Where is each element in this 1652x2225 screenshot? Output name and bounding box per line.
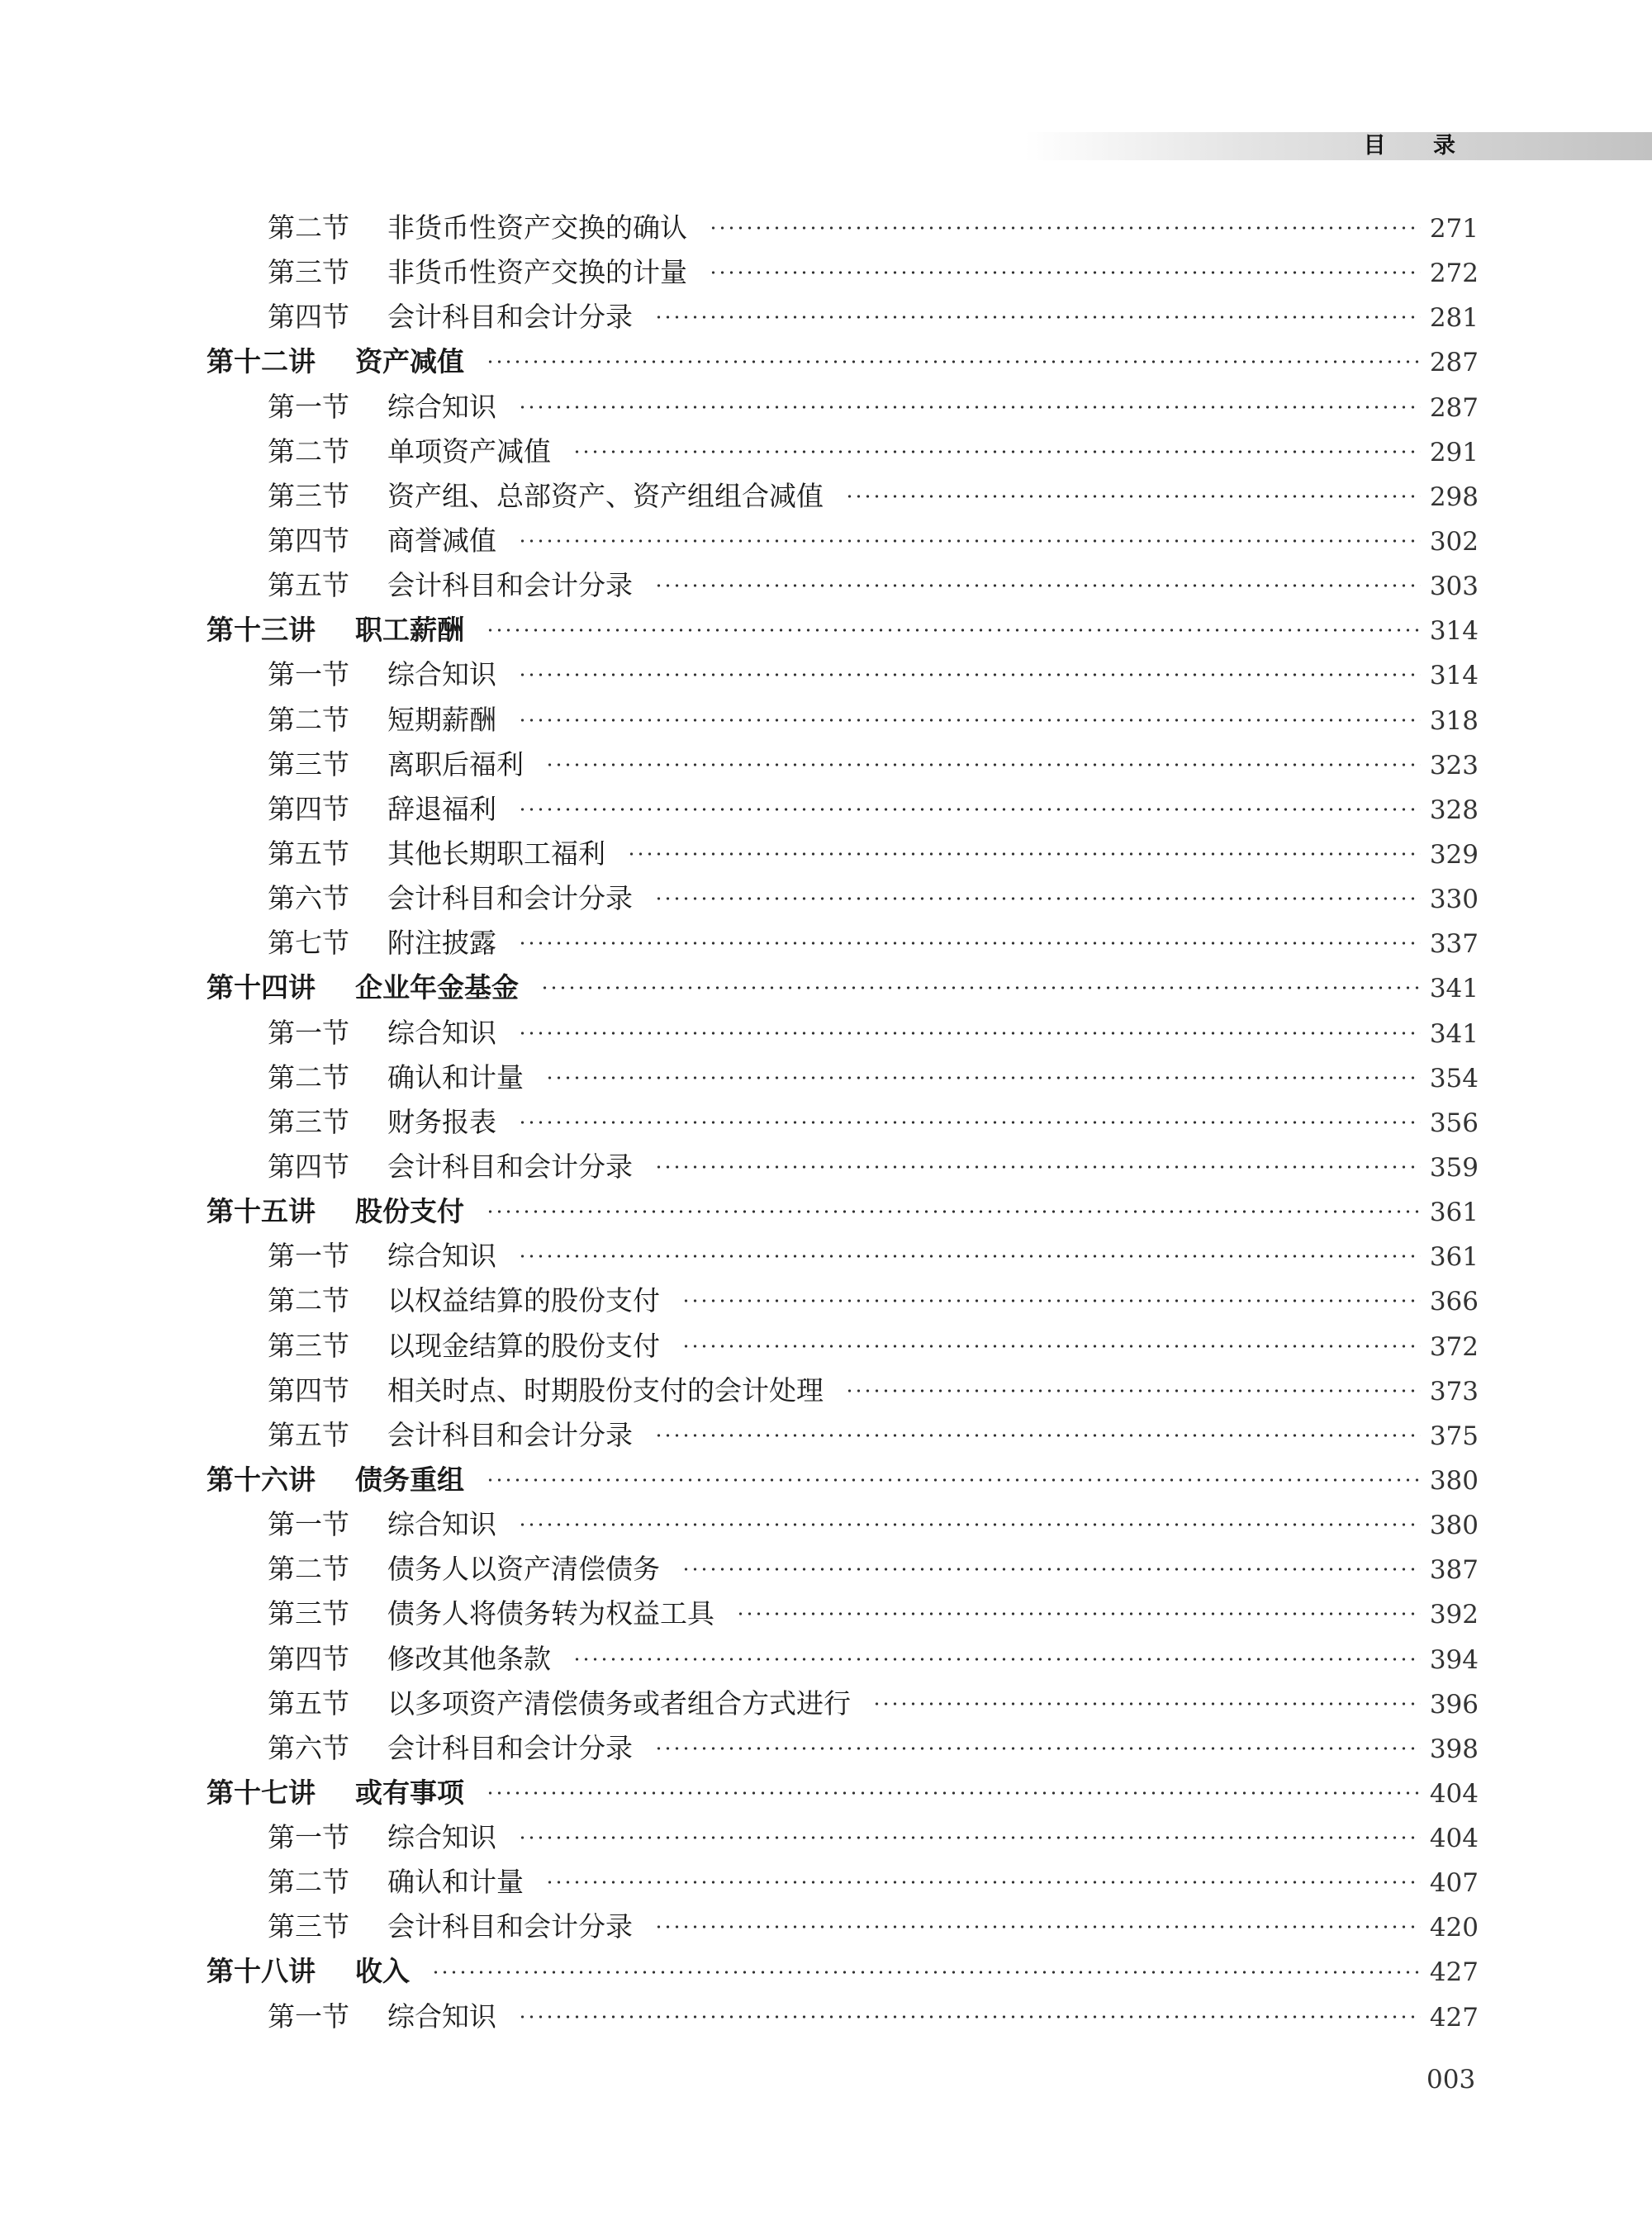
toc-entry-number: 第七节 [268, 927, 349, 960]
toc-section-row[interactable] [206, 250, 1479, 295]
toc-entry-page: 303 [1429, 572, 1479, 602]
toc-entry-number: 第一节 [268, 1240, 349, 1273]
toc-entry-page: 359 [1429, 1152, 1479, 1183]
toc-entry-number: 第三节 [268, 1910, 349, 1943]
toc-lecture-row[interactable] [206, 608, 1479, 652]
toc-dot-leader [872, 1701, 1421, 1706]
toc-section-row[interactable] [206, 1279, 1479, 1323]
toc-entry-title: 或有事项 [355, 1776, 464, 1809]
toc-entry-title: 债务人以资产清偿债务 [387, 1553, 660, 1586]
toc-entry-title: 综合知识 [387, 658, 496, 691]
toc-entry-number: 第十四讲 [206, 971, 316, 1004]
toc-entry-page: 361 [1429, 1242, 1479, 1273]
toc-lecture-row[interactable] [206, 1949, 1479, 1994]
header-title: 目 录 [1363, 133, 1475, 159]
toc-dot-leader [518, 1835, 1421, 1840]
toc-entry-page: 314 [1429, 616, 1479, 647]
toc-entry-page: 271 [1429, 214, 1479, 244]
toc-entry-title: 财务报表 [387, 1105, 496, 1138]
toc-entry-number: 第四节 [268, 524, 349, 557]
toc-dot-leader [654, 315, 1421, 320]
toc-entry-number: 第五节 [268, 837, 349, 870]
toc-entry-page: 398 [1429, 1734, 1479, 1764]
toc-entry-number: 第一节 [268, 390, 349, 423]
toc-entry-number: 第三节 [268, 479, 349, 512]
toc-entry-title: 综合知识 [387, 2000, 496, 2033]
toc-entry-title: 综合知识 [387, 1016, 496, 1049]
toc-entry-title: 股份支付 [355, 1195, 464, 1228]
toc-entry-title: 相关时点、时期股份支付的会计处理 [387, 1373, 824, 1407]
toc-entry-page: 287 [1429, 392, 1479, 423]
toc-section-row[interactable] [206, 1369, 1479, 1413]
toc-dot-leader [518, 1120, 1421, 1125]
toc-dot-leader [654, 1924, 1421, 1929]
toc-entry-title: 离职后福利 [387, 747, 524, 780]
toc-section-row[interactable] [206, 1056, 1479, 1100]
toc-section-row[interactable] [206, 1682, 1479, 1726]
toc-entry-title: 综合知识 [387, 1821, 496, 1854]
toc-entry-page: 427 [1429, 2002, 1479, 2033]
toc-entry-title: 以权益结算的股份支付 [387, 1284, 660, 1317]
toc-section-row[interactable] [206, 206, 1479, 250]
toc-entry-page: 372 [1429, 1331, 1479, 1362]
toc-dot-leader [518, 1254, 1421, 1259]
toc-section-row[interactable] [206, 787, 1479, 832]
toc-section-row[interactable] [206, 742, 1479, 787]
toc-entry-title: 以多项资产清偿债务或者组合方式进行 [387, 1687, 851, 1720]
toc-dot-leader [709, 270, 1421, 275]
toc-entry-title: 确认和计量 [387, 1866, 524, 1899]
toc-entry-title: 债务重组 [355, 1463, 464, 1496]
toc-entry-page: 407 [1429, 1868, 1479, 1899]
toc-entry-number: 第二节 [268, 1553, 349, 1586]
toc-entry-number: 第二节 [268, 211, 349, 244]
toc-entry-page: 375 [1429, 1421, 1479, 1451]
toc-dot-leader [654, 583, 1421, 588]
toc-entry-number: 第五节 [268, 1418, 349, 1451]
toc-dot-leader [654, 1165, 1421, 1169]
toc-entry-number: 第三节 [268, 256, 349, 289]
toc-entry-page: 330 [1429, 885, 1479, 915]
toc-section-row[interactable] [206, 1547, 1479, 1592]
toc-dot-leader [518, 718, 1421, 723]
toc-lecture-row[interactable] [206, 339, 1479, 384]
toc-dot-leader [431, 1970, 1421, 1975]
toc-entry-title: 辞退福利 [387, 792, 496, 825]
toc-dot-leader [486, 1478, 1421, 1483]
toc-entry-number: 第十三讲 [206, 614, 316, 647]
toc-entry-title: 资产组、总部资产、资产组组合减值 [387, 479, 824, 512]
toc-entry-title: 单项资产减值 [387, 434, 551, 467]
toc-entry-number: 第十五讲 [206, 1195, 316, 1228]
toc-entry-title: 会计科目和会计分录 [387, 1731, 633, 1764]
toc-entry-title: 会计科目和会计分录 [387, 882, 633, 915]
toc-entry-number: 第一节 [268, 658, 349, 691]
toc-dot-leader [681, 1344, 1421, 1349]
toc-entry-page: 427 [1429, 1957, 1479, 1988]
toc-section-row[interactable] [206, 1502, 1479, 1547]
toc-entry-number: 第四节 [268, 792, 349, 825]
toc-entry-title: 修改其他条款 [387, 1642, 551, 1675]
toc-section-row[interactable] [206, 1995, 1479, 2039]
toc-entry-title: 附注披露 [387, 927, 496, 960]
toc-section-row[interactable] [206, 1815, 1479, 1860]
toc-entry-title: 短期薪酬 [387, 703, 496, 736]
toc-entry-page: 380 [1429, 1465, 1479, 1496]
toc-dot-leader [654, 1433, 1421, 1438]
toc-entry-title: 债务人将债务转为权益工具 [387, 1597, 714, 1630]
toc-dot-leader [518, 405, 1421, 410]
toc-entry-title: 会计科目和会计分录 [387, 1418, 633, 1451]
toc-entry-title: 会计科目和会计分录 [387, 569, 633, 602]
toc-dot-leader [654, 1746, 1421, 1751]
toc-entry-number: 第三节 [268, 1105, 349, 1138]
toc-entry-number: 第一节 [268, 1508, 349, 1541]
toc-entry-page: 356 [1429, 1108, 1479, 1138]
toc-entry-page: 302 [1429, 526, 1479, 557]
toc-entry-title: 其他长期职工福利 [387, 837, 605, 870]
toc-section-row[interactable] [206, 921, 1479, 965]
toc-entry-page: 387 [1429, 1555, 1479, 1586]
toc-section-row[interactable] [206, 1324, 1479, 1369]
toc-entry-page: 354 [1429, 1063, 1479, 1094]
toc-entry-page: 323 [1429, 750, 1479, 780]
toc-dot-leader [518, 941, 1421, 946]
toc-entry-page: 373 [1429, 1376, 1479, 1407]
toc-section-row[interactable] [206, 1726, 1479, 1771]
toc-section-row[interactable] [206, 1100, 1479, 1145]
toc-entry-page: 392 [1429, 1600, 1479, 1630]
toc-dot-leader [518, 538, 1421, 543]
toc-dot-leader [545, 1880, 1421, 1885]
toc-dot-leader [681, 1567, 1421, 1572]
toc-lecture-row[interactable] [206, 1189, 1479, 1234]
header-gradient-bar [1024, 132, 1652, 160]
toc-dot-leader [572, 1657, 1421, 1662]
toc-entry-number: 第三节 [268, 1597, 349, 1630]
toc-entry-number: 第三节 [268, 747, 349, 780]
toc-entry-title: 非货币性资产交换的计量 [387, 256, 687, 289]
toc-entry-title: 会计科目和会计分录 [387, 1910, 633, 1943]
toc-entry-number: 第四节 [268, 301, 349, 334]
toc-entry-title: 商誉减值 [387, 524, 496, 557]
toc-entry-title: 会计科目和会计分录 [387, 301, 633, 334]
toc-section-row[interactable] [206, 876, 1479, 921]
toc-entry-page: 380 [1429, 1511, 1479, 1541]
toc-section-row[interactable] [206, 1905, 1479, 1949]
toc-entry-number: 第六节 [268, 882, 349, 915]
toc-entry-number: 第四节 [268, 1642, 349, 1675]
toc-entry-page: 272 [1429, 259, 1479, 289]
toc-entry-page: 328 [1429, 795, 1479, 825]
toc-dot-leader [518, 672, 1421, 677]
toc-entry-number: 第四节 [268, 1373, 349, 1407]
toc-dot-leader [654, 896, 1421, 901]
toc-entry-number: 第二节 [268, 1866, 349, 1899]
toc-lecture-row[interactable] [206, 1771, 1479, 1815]
toc-dot-leader [572, 449, 1421, 454]
toc-entry-page: 318 [1429, 705, 1479, 736]
toc-dot-leader [545, 1075, 1421, 1080]
footer-page-number: 003 [1427, 2065, 1476, 2095]
toc-entry-number: 第三节 [268, 1329, 349, 1362]
toc-entry-page: 396 [1429, 1689, 1479, 1720]
toc-entry-page: 394 [1429, 1644, 1479, 1675]
toc-entry-page: 337 [1429, 929, 1479, 960]
toc-dot-leader [540, 985, 1421, 990]
toc-section-row[interactable] [206, 1234, 1479, 1279]
toc-lecture-row[interactable] [206, 965, 1479, 1010]
toc-section-row[interactable] [206, 1145, 1479, 1189]
toc-entry-page: 329 [1429, 839, 1479, 870]
toc-section-row[interactable] [206, 429, 1479, 474]
toc-dot-leader [627, 852, 1421, 856]
toc-entry-number: 第六节 [268, 1731, 349, 1764]
toc-entry-page: 298 [1429, 482, 1479, 512]
toc-dot-leader [681, 1298, 1421, 1303]
toc-dot-leader [486, 359, 1421, 364]
toc-entry-number: 第一节 [268, 2000, 349, 2033]
toc-dot-leader [518, 1522, 1421, 1527]
toc-dot-leader [486, 1791, 1421, 1796]
toc-entry-page: 420 [1429, 1913, 1479, 1943]
toc-entry-title: 以现金结算的股份支付 [387, 1329, 660, 1362]
toc-entry-page: 341 [1429, 974, 1479, 1004]
toc-dot-leader [486, 628, 1421, 633]
toc-dot-leader [736, 1611, 1421, 1616]
toc-entry-title: 非货币性资产交换的确认 [387, 211, 687, 244]
toc-entry-page: 404 [1429, 1778, 1479, 1809]
toc-entry-number: 第一节 [268, 1821, 349, 1854]
toc-entry-number: 第二节 [268, 703, 349, 736]
toc-dot-leader [845, 494, 1421, 499]
table-of-contents [206, 206, 1479, 2039]
toc-section-row[interactable] [206, 295, 1479, 339]
toc-dot-leader [486, 1209, 1421, 1214]
toc-entry-page: 281 [1429, 303, 1479, 334]
toc-section-row[interactable] [206, 563, 1479, 608]
toc-entry-number: 第十八讲 [206, 1955, 316, 1988]
toc-entry-page: 366 [1429, 1287, 1479, 1317]
toc-dot-leader [518, 1031, 1421, 1036]
toc-entry-page: 287 [1429, 348, 1479, 378]
toc-entry-number: 第一节 [268, 1016, 349, 1049]
toc-section-row[interactable] [206, 385, 1479, 429]
toc-entry-title: 职工薪酬 [355, 614, 464, 647]
toc-dot-leader [518, 807, 1421, 812]
toc-entry-title: 综合知识 [387, 390, 496, 423]
toc-entry-number: 第十六讲 [206, 1463, 316, 1496]
toc-section-row[interactable] [206, 1011, 1479, 1056]
toc-section-row[interactable] [206, 1413, 1479, 1458]
toc-entry-title: 确认和计量 [387, 1060, 524, 1094]
toc-dot-leader [545, 762, 1421, 767]
toc-entry-title: 企业年金基金 [355, 971, 519, 1004]
toc-entry-page: 404 [1429, 1824, 1479, 1854]
toc-entry-title: 收入 [355, 1955, 410, 1988]
toc-entry-title: 综合知识 [387, 1240, 496, 1273]
toc-entry-page: 361 [1429, 1198, 1479, 1228]
toc-section-row[interactable] [206, 1637, 1479, 1682]
toc-dot-leader [845, 1388, 1421, 1393]
toc-entry-number: 第十七讲 [206, 1776, 316, 1809]
toc-entry-number: 第五节 [268, 569, 349, 602]
toc-section-row[interactable] [206, 474, 1479, 519]
toc-dot-leader [518, 2014, 1421, 2019]
toc-section-row[interactable] [206, 832, 1479, 876]
toc-section-row[interactable] [206, 519, 1479, 563]
toc-section-row[interactable] [206, 1592, 1479, 1636]
toc-entry-number: 第十二讲 [206, 345, 316, 378]
toc-entry-page: 314 [1429, 661, 1479, 691]
toc-entry-page: 291 [1429, 437, 1479, 467]
toc-entry-number: 第二节 [268, 434, 349, 467]
toc-entry-number: 第二节 [268, 1060, 349, 1094]
toc-section-row[interactable] [206, 652, 1479, 697]
toc-entry-title: 会计科目和会计分录 [387, 1150, 633, 1183]
toc-entry-title: 资产减值 [355, 345, 464, 378]
toc-section-row[interactable] [206, 1860, 1479, 1905]
toc-lecture-row[interactable] [206, 1458, 1479, 1502]
toc-entry-page: 341 [1429, 1018, 1479, 1049]
toc-entry-number: 第五节 [268, 1687, 349, 1720]
toc-entry-number: 第四节 [268, 1150, 349, 1183]
toc-entry-title: 综合知识 [387, 1508, 496, 1541]
toc-section-row[interactable] [206, 698, 1479, 742]
toc-entry-number: 第二节 [268, 1284, 349, 1317]
toc-dot-leader [709, 225, 1421, 230]
